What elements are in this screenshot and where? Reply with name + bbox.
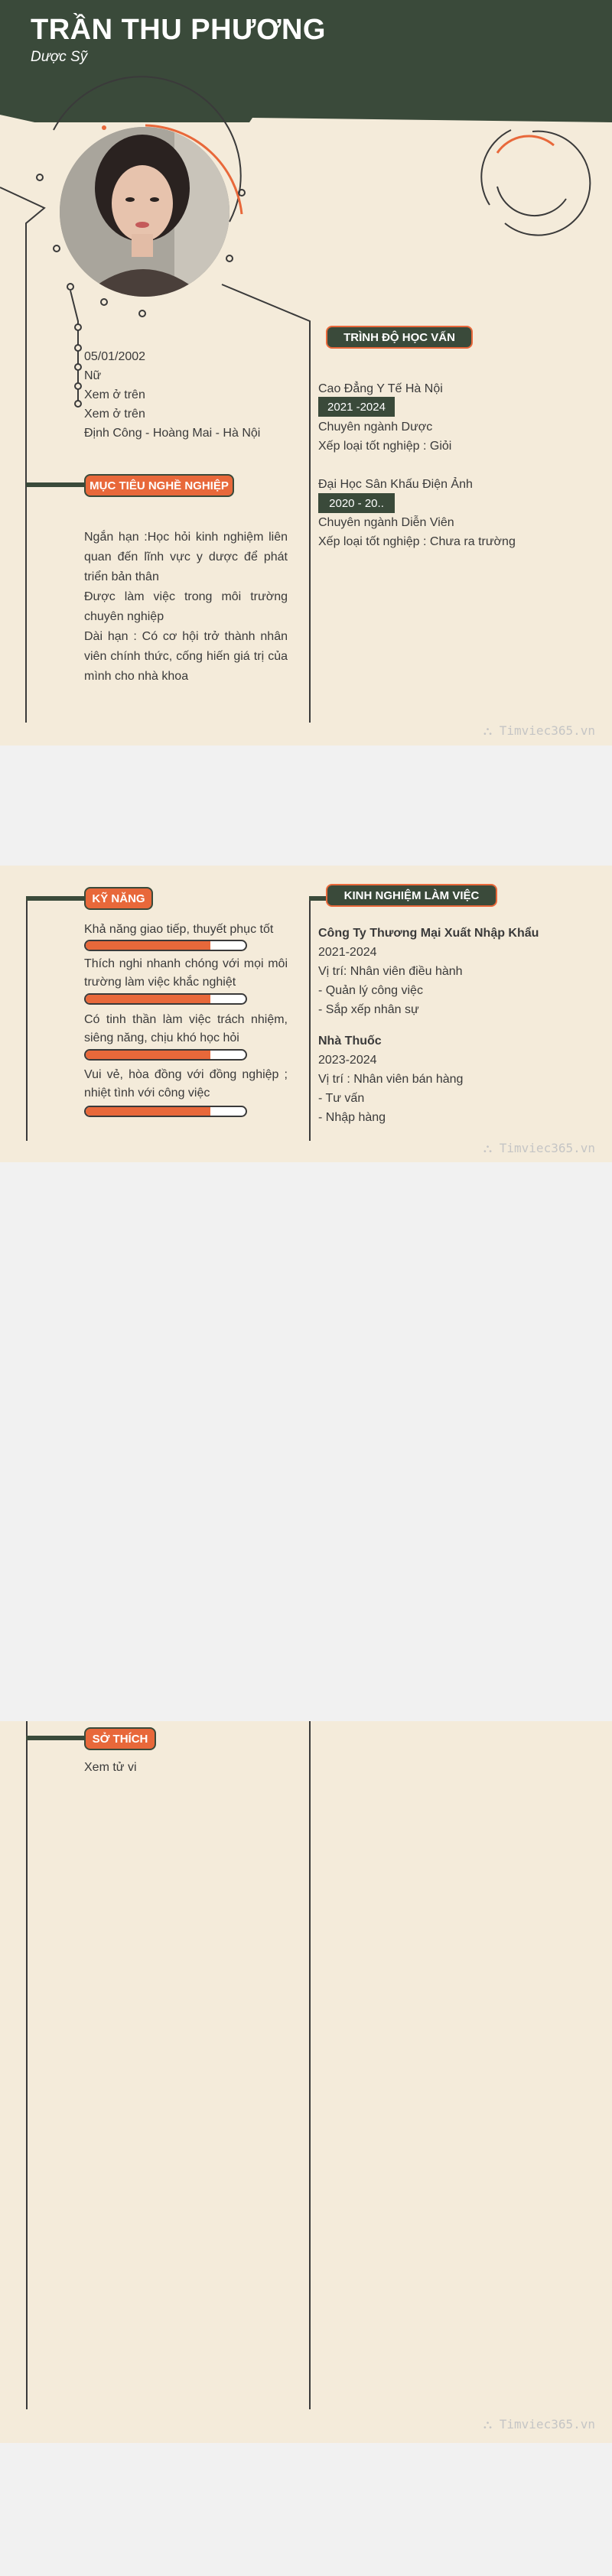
skill-bar-fill <box>86 1107 210 1116</box>
phone: Xem ở trên <box>84 388 145 401</box>
address: Định Công - Hoàng Mai - Hà Nội <box>84 427 261 440</box>
education-major: Chuyên ngành Dược <box>318 421 433 434</box>
skill-bar-fill <box>86 1051 210 1059</box>
experience-position: Vị trí: Nhân viên điều hành <box>318 965 463 978</box>
birthday: 05/01/2002 <box>84 350 146 363</box>
watermark: ⛬ Timviec365.vn <box>483 2417 595 2431</box>
watermark: ⛬ Timviec365.vn <box>483 1141 595 1155</box>
candidate-job-title: Dược Sỹ <box>31 49 88 65</box>
experience-duty: - Sắp xếp nhân sự <box>318 1003 419 1016</box>
skill-label: Khả năng giao tiếp, thuyết phục tốt <box>84 923 274 936</box>
objective-line: Được làm việc trong môi trường chuyên nghiệp <box>84 590 288 623</box>
hobby-item: Xem tử vi <box>84 1761 137 1774</box>
experience-duty: - Tư vấn <box>318 1092 365 1105</box>
experience-company: Công Ty Thương Mại Xuất Nhập Khẩu <box>318 927 539 940</box>
experience-years: 2021-2024 <box>318 946 377 959</box>
education-grade: Xếp loại tốt nghiệp : Giỏi <box>318 440 452 453</box>
email: Xem ở trên <box>84 408 145 421</box>
watermark-text: Timviec365.vn <box>499 723 595 738</box>
watermark: ⛬ Timviec365.vn <box>483 723 595 738</box>
experience-duty: - Nhập hàng <box>318 1111 386 1124</box>
watermark-text: Timviec365.vn <box>499 2417 595 2431</box>
skills-title: KỸ NĂNG <box>84 887 153 910</box>
education-title: TRÌNH ĐỘ HỌC VẤN <box>326 326 473 349</box>
cv-page-3 <box>0 1721 612 2443</box>
objective-line: Ngắn hạn :Học hỏi kinh nghiệm liên quan đến lĩnh vực y dược để phát triển bản thân <box>84 531 288 583</box>
gender: Nữ <box>84 369 102 382</box>
skill-bar <box>84 940 247 951</box>
divider-line <box>26 896 28 1141</box>
avatar-portrait-icon <box>60 127 230 297</box>
experience-years: 2023-2024 <box>318 1054 377 1067</box>
section-bar <box>26 482 87 487</box>
objective-title: MỤC TIÊU NGHỀ NGHIỆP <box>84 474 234 497</box>
avatar <box>60 127 230 297</box>
experience-position: Vị trí : Nhân viên bán hàng <box>318 1073 464 1086</box>
cv-page-2 <box>0 866 612 1162</box>
skill-bar <box>84 1106 247 1117</box>
education-major: Chuyên ngành Diễn Viên <box>318 516 454 529</box>
experience-duty: - Quản lý công việc <box>318 984 423 997</box>
section-bar <box>26 896 87 901</box>
experience-company: Nhà Thuốc <box>318 1035 382 1048</box>
skill-label: Thích nghi nhanh chóng với mọi môi trường làm việc khắc nghiệt <box>84 957 288 989</box>
education-grade: Xếp loại tốt nghiệp : Chưa ra trường <box>318 535 516 548</box>
skill-bar-fill <box>86 995 210 1003</box>
experience-title: KINH NGHIỆM LÀM VIỆC <box>326 884 497 907</box>
education-school: Đại Học Sân Khấu Điện Ảnh <box>318 478 473 491</box>
candidate-name: TRẦN THU PHƯƠNG <box>31 14 326 46</box>
divider-line <box>309 896 311 1141</box>
hobbies-title: SỞ THÍCH <box>84 1727 156 1750</box>
watermark-text: Timviec365.vn <box>499 1141 595 1155</box>
skill-label: Vui vẻ, hòa đồng với đồng nghiệp ; nhiệt tình với công việc <box>84 1068 288 1100</box>
skill-bar <box>84 993 247 1005</box>
education-years: 2021 -2024 <box>318 397 395 417</box>
cv-page-1 <box>0 0 612 746</box>
divider-line <box>26 1721 28 2409</box>
skill-bar-fill <box>86 941 210 950</box>
education-years: 2020 - 20.. <box>318 493 395 513</box>
skill-label: Có tinh thần làm việc trách nhiệm, siêng năng, chịu khó học hỏi <box>84 1013 288 1044</box>
objective-line: Dài hạn : Có cơ hội trở thành nhân viên chính thức, cống hiến giá trị của mình cho nhà khoa <box>84 630 288 683</box>
divider-line <box>309 1721 311 2409</box>
education-school: Cao Đẳng Y Tế Hà Nội <box>318 382 443 395</box>
section-bar <box>26 1736 87 1740</box>
skill-bar <box>84 1049 247 1061</box>
